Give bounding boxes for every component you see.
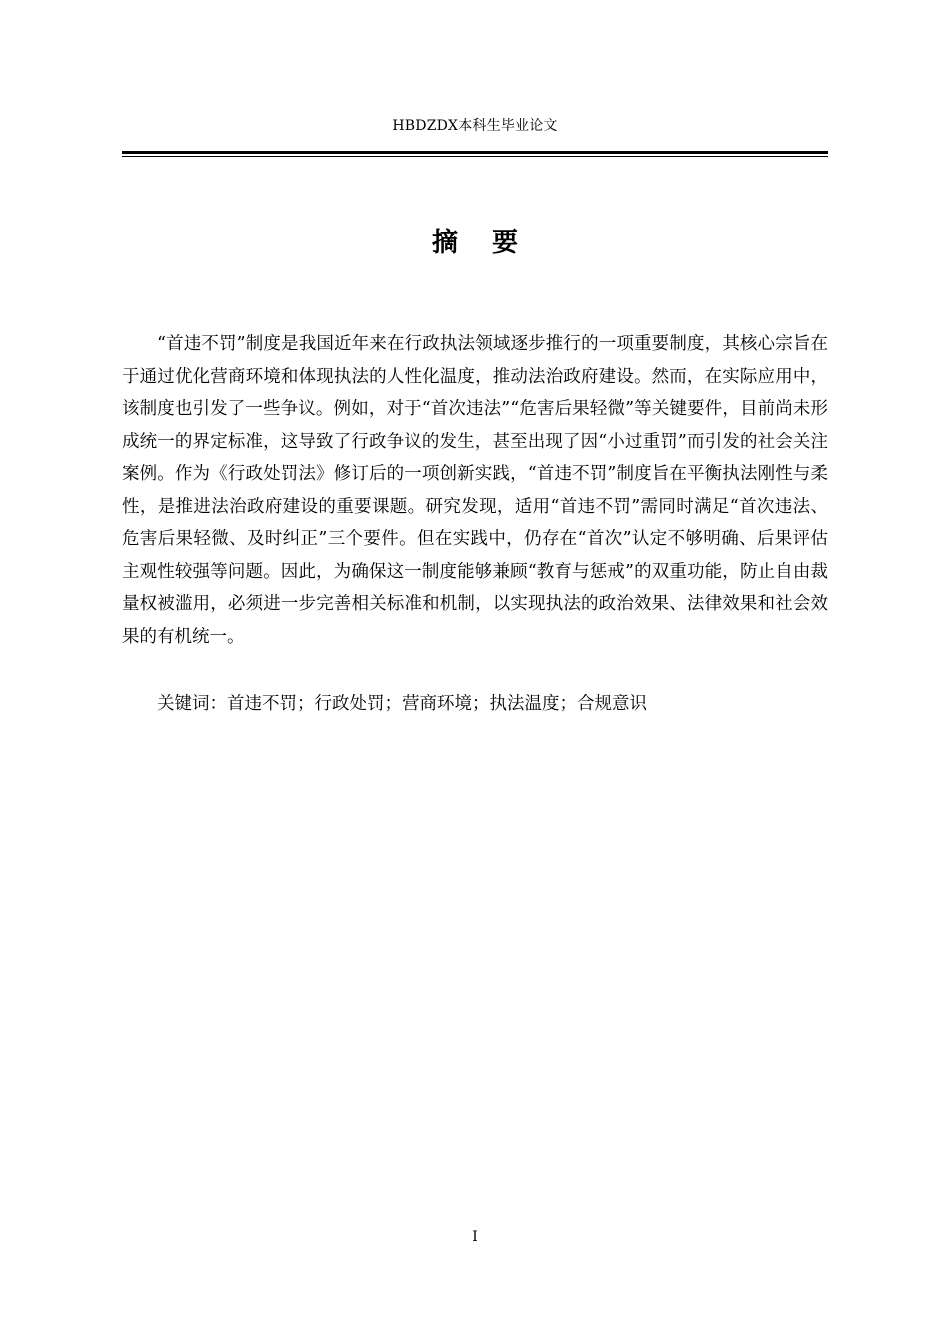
header-divider-thin [122, 156, 828, 157]
header-divider [122, 151, 828, 158]
header-divider-thick [122, 151, 828, 154]
page-header-title: HBDZDX本科生毕业论文 [392, 118, 558, 134]
abstract-heading: 摘要 [431, 228, 552, 258]
page-number: I [472, 1229, 478, 1245]
keywords-line: 关键词：首违不罚；行政处罚；营商环境；执法温度；合规意识 [157, 694, 647, 714]
abstract-paragraph: “首违不罚”制度是我国近年来在行政执法领域逐步推行的一项重要制度，其核心宗旨在于通过优化营商环境和体现执法的人性化温度，推动法治政府建设。然而，在实际应用中，该制度也引发了一些争议。例如，对于“首次违法”“危害后果轻微”等关键要件，目前尚未形成统一的界定标准，这导致了行政争议的发生，甚至出现了因“小过重罚”而引发的社会关注案例。作为《行政处罚法》修订后的一项创新实践，“首违不罚”制度旨在平衡执法刚性与柔性，是推进法治政府建设的重要课题。研究发现，适用“首违不罚”需同时满足“首次违法、危害后果轻微、及时纠正”三个要件。但在实践中，仍存在“首次”认定不够明确、后果评估主观性较强等问题。因此，为确保这一制度能够兼顾“教育与惩戒”的双重功能，防止自由裁量权被滥用，必须进一步完善相关标准和机制，以实现执法的政治效果、法律效果和社会效果的有机统一。 [122, 334, 828, 647]
